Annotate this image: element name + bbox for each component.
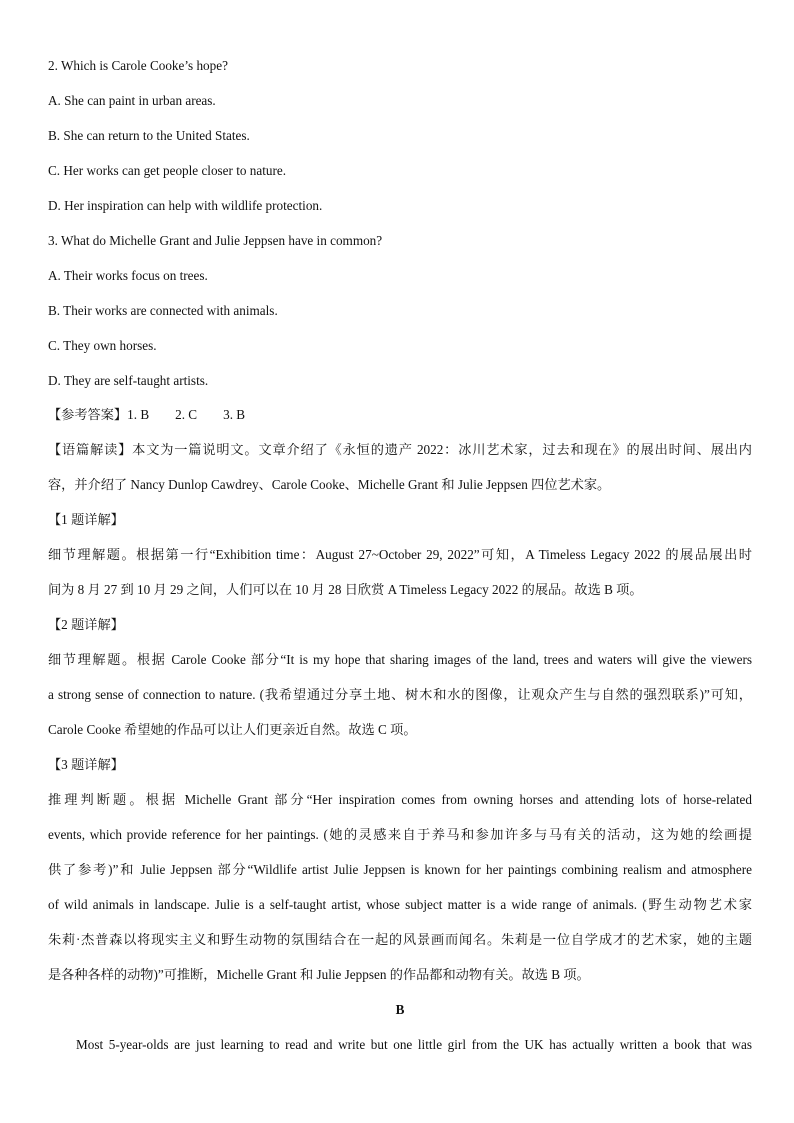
question-3-option-a: A. Their works focus on trees.	[48, 268, 208, 283]
section-b-paragraph-line-1: Most 5-year-olds are just learning to read and write but one little girl from the UK has actually written a book that was	[76, 1037, 752, 1052]
answer-key	[48, 406, 752, 424]
question-2-option-a: A. She can paint in urban areas.	[48, 93, 216, 108]
section-b-heading: B	[395, 1002, 405, 1017]
detail-1-line-2: 间为 8 月 27 到 10 月 29 之间，人们可以在 10 月 28 日欣赏 A Timeless Legacy 2022 的展品。故选 B 项。	[48, 582, 643, 597]
detail-1-heading: 【1 题详解】	[48, 512, 124, 527]
detail-1-line-1: 细节理解题。根据第一行“Exhibition time：August 27~October 29, 2022”可知，A Timeless Legacy 2022 的展品展出时	[48, 547, 752, 562]
detail-2-line-1: 细节理解题。根据 Carole Cooke 部分“It is my hope that sharing images of the land, trees and waters will give the viewers	[48, 652, 752, 667]
detail-3-line-5: 朱莉·杰普森以将现实主义和野生动物的氛围结合在一起的风景画而闻名。朱莉是一位自学成才的艺术家，她的主题	[48, 932, 752, 947]
answer-2: 2. C	[175, 407, 198, 422]
question-3: 3. What do Michelle Grant and Julie Jeppsen have in common?	[48, 233, 383, 248]
detail-3-heading: 【3 题详解】	[48, 757, 124, 772]
detail-3-line-6: 是各种各样的动物)”可推断，Michelle Grant 和 Julie Jeppsen 的作品都和动物有关。故选 B 项。	[48, 967, 590, 982]
question-3-option-c: C. They own horses.	[48, 338, 157, 353]
detail-3-line-1: 推理判断题。根据 Michelle Grant 部分“Her inspiration comes from owning horses and attending lots of horse-related	[48, 792, 752, 807]
question-2-option-c: C. Her works can get people closer to nature.	[48, 163, 287, 178]
detail-3-line-3: 供了参考)”和 Julie Jeppsen 部分“Wildlife artist Julie Jeppsen is known for her paintings combining realism and atmosphere	[48, 862, 752, 877]
answer-1: 1. B	[127, 407, 150, 422]
question-2-option-b: B. She can return to the United States.	[48, 128, 250, 143]
analysis-line-2: 容，并介绍了 Nancy Dunlop Cawdrey、Carole Cooke、Michelle Grant 和 Julie Jeppsen 四位艺术家。	[48, 477, 611, 492]
question-2: 2. Which is Carole Cooke’s hope?	[48, 58, 228, 73]
question-3-option-d: D. They are self-taught artists.	[48, 373, 209, 388]
detail-3-line-2: events, which provide reference for her paintings. (她的灵感来自于养马和参加许多与马有关的活动，这为她的绘画提	[48, 827, 752, 842]
question-3-option-b: B. Their works are connected with animals.	[48, 303, 278, 318]
detail-2-heading: 【2 题详解】	[48, 617, 124, 632]
detail-2-line-3: Carole Cooke 希望她的作品可以让人们更亲近自然。故选 C 项。	[48, 722, 417, 737]
answer-key-label: 【参考答案】	[48, 407, 128, 422]
question-2-option-d: D. Her inspiration can help with wildlife protection.	[48, 198, 323, 213]
analysis-line-1: 【语篇解读】本文为一篇说明文。文章介绍了《永恒的遗产 2022：冰川艺术家，过去和现在》的展出时间、展出内	[48, 442, 752, 457]
detail-2-line-2: a strong sense of connection to nature. (我希望通过分享土地、树木和水的图像，让观众产生与自然的强烈联系)”可知，	[48, 687, 752, 702]
answer-3: 3. B	[223, 407, 246, 422]
detail-3-line-4: of wild animals in landscape. Julie is a self-taught artist, whose subject matter is a wide range of animals. (野生动物艺术家	[48, 897, 752, 912]
